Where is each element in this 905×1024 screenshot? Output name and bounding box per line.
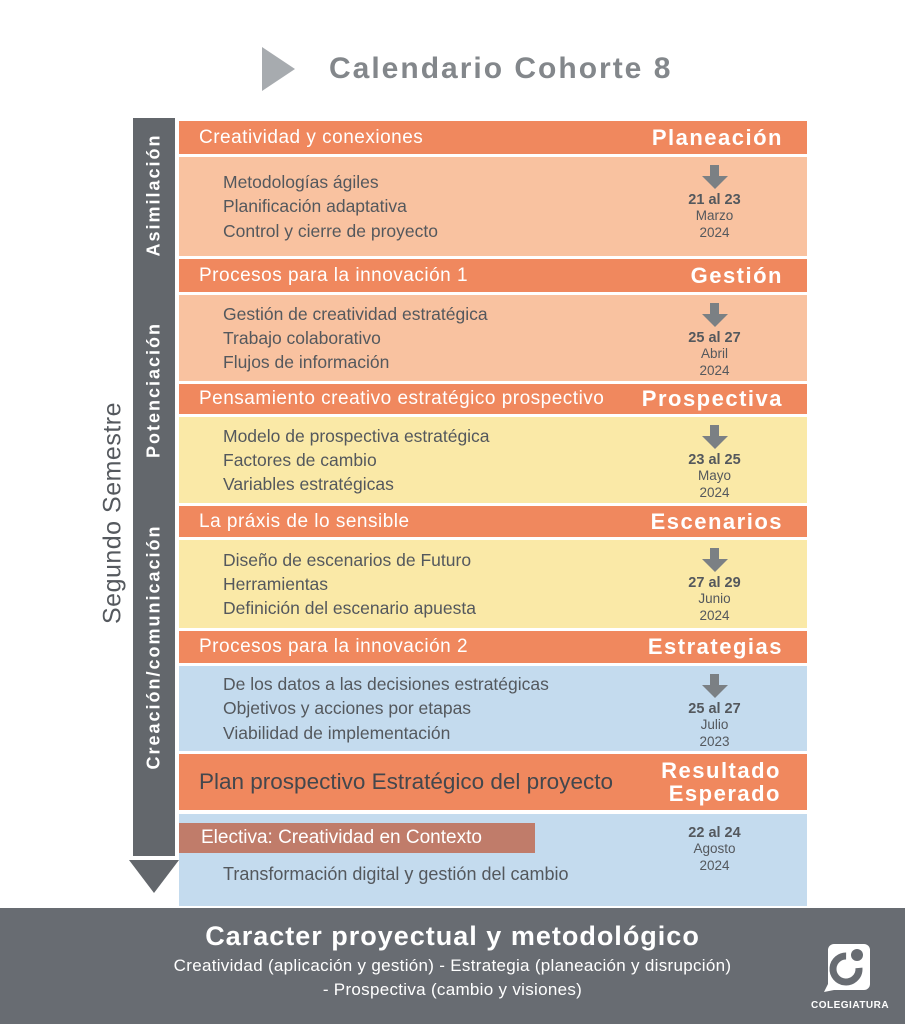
section-body [179, 540, 807, 628]
phase-label-creacion-comunicacion: Creación/comunicación [143, 524, 164, 770]
phase-bar [133, 118, 175, 856]
section-body [179, 666, 807, 751]
date-days: 23 al 25 [688, 452, 741, 468]
section-title: Pensamiento creativo estratégico prospectivo [199, 388, 605, 409]
topic-item: Variables estratégicas [223, 474, 394, 495]
section-body [179, 157, 807, 256]
topic-list [179, 157, 642, 256]
topic-item: Viabilidad de implementación [223, 722, 451, 743]
topic-item: Metodologías ágiles [223, 172, 379, 193]
page-title: Calendario Cohorte 8 [329, 52, 673, 85]
date-year: 2024 [699, 484, 730, 500]
section-title: Procesos para la innovación 2 [199, 636, 469, 657]
session-date [642, 157, 807, 256]
date-days: 25 al 27 [688, 330, 741, 346]
footer-subtitle [0, 954, 905, 1002]
topic-item: Trabajo colaborativo [223, 327, 381, 348]
section-tag: Estrategias [647, 634, 783, 659]
section-title: Procesos para la innovación 1 [199, 264, 469, 286]
section-tag: Gestión [690, 262, 783, 288]
section-tag: Escenarios [650, 508, 783, 534]
result-tag-line: Esperado [668, 781, 781, 806]
topic-item: Diseño de escenarios de Futuro [223, 549, 472, 570]
section-tag: Planeación [651, 124, 783, 150]
date-days: 21 al 23 [688, 192, 741, 208]
section-tag: Prospectiva [641, 386, 783, 411]
title-row [262, 47, 672, 91]
date-year: 2024 [699, 362, 730, 378]
semester-label: Segundo Semestre [98, 401, 127, 625]
section-header [179, 631, 807, 663]
down-arrowhead-icon [129, 860, 179, 893]
footer-subtitle-line: Creatividad (aplicación y gestión) - Estrategia (planeación y disrupción) [173, 956, 732, 975]
topic-item: Control y cierre de proyecto [223, 220, 438, 241]
phase-label-potenciacion: Potenciación [143, 321, 164, 459]
elective-topic: Transformación digital y gestión del cambio [223, 864, 569, 884]
section-header [179, 121, 807, 154]
section-body [179, 295, 807, 381]
phase-label-asimilacion: Asimilación [143, 133, 164, 257]
right-arrow-icon [262, 47, 295, 91]
topic-item: De los datos a las decisiones estratégicas [223, 674, 549, 695]
down-arrow-icon [702, 165, 728, 189]
colegiatura-logo-icon [822, 942, 872, 992]
elective-header: Electiva: Creatividad en Contexto [179, 823, 535, 853]
topic-item: Objetivos y acciones por etapas [223, 698, 472, 719]
section-title: Creatividad y conexiones [199, 126, 424, 148]
section-header [179, 259, 807, 292]
date-month: Marzo [695, 208, 734, 223]
section-header [179, 384, 807, 414]
down-arrow-icon [702, 425, 728, 449]
date-year: 2023 [699, 733, 730, 749]
session-date [642, 417, 807, 503]
topic-list [179, 417, 642, 503]
footer-band [0, 908, 905, 1024]
section-body [179, 417, 807, 503]
expected-result-block [179, 754, 807, 810]
section-header [179, 506, 807, 537]
footer-subtitle-line: - Prospectiva (cambio y visiones) [322, 979, 583, 999]
date-month: Junio [698, 591, 731, 606]
topic-item: Definición del escenario apuesta [223, 598, 476, 619]
topic-list [179, 295, 642, 381]
section-title: La práxis de lo sensible [199, 510, 410, 532]
down-arrow-icon [702, 548, 728, 572]
topic-list [179, 540, 642, 628]
footer-title: Caracter proyectual y metodológico [205, 921, 700, 951]
result-title: Plan prospectivo Estratégico del proyecto [199, 769, 613, 794]
colegiatura-logo-text: COLEGIATURA [811, 1000, 890, 1011]
date-month: Agosto [693, 841, 736, 856]
calendar-sections [179, 121, 807, 906]
result-tag [661, 759, 781, 805]
date-days: 27 al 29 [688, 575, 741, 591]
session-date [642, 295, 807, 381]
down-arrow-icon [702, 303, 728, 327]
date-year: 2024 [699, 607, 730, 623]
topic-item: Planificación adaptativa [223, 196, 407, 217]
topic-item: Gestión de creatividad estratégica [223, 303, 488, 324]
topic-list [179, 666, 642, 751]
session-date [642, 540, 807, 628]
colegiatura-logo [811, 942, 890, 1011]
topic-item: Modelo de prospectiva estratégica [223, 425, 490, 446]
session-date [642, 666, 807, 751]
result-tag-line: Resultado [661, 757, 781, 783]
date-month: Mayo [697, 468, 731, 483]
date-month: Julio [700, 717, 729, 732]
down-arrow-icon [702, 674, 728, 698]
date-year: 2024 [699, 857, 730, 873]
topic-item: Flujos de información [223, 352, 390, 373]
date-month: Abril [700, 346, 728, 361]
topic-item: Herramientas [223, 573, 329, 594]
date-year: 2024 [699, 224, 730, 240]
date-days: 25 al 27 [688, 701, 741, 717]
session-date [642, 822, 807, 875]
date-days: 22 al 24 [688, 825, 741, 841]
elective-block [179, 814, 807, 906]
topic-item: Factores de cambio [223, 449, 377, 470]
